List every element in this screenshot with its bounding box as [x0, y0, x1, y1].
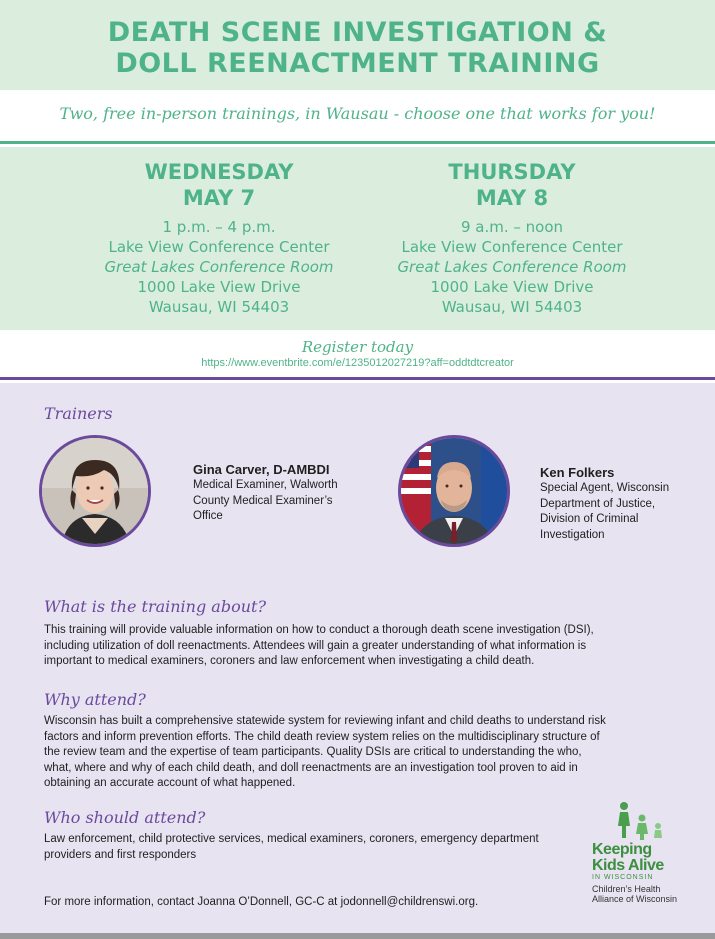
tagline-text: Two, free in-person trainings, in Wausau - choose one that works for you!	[59, 104, 656, 123]
session-date: MAY 7	[182, 186, 256, 210]
logo-org-line-1: Children’s Health	[592, 884, 661, 894]
contact-text: For more information, contact Joanna O’Donnell, GC-C at jodonnell@childrenswi.org.	[44, 896, 479, 908]
trainers-heading: Trainers	[44, 404, 113, 423]
title-line-2: DOLL REENACTMENT TRAINING	[115, 48, 600, 79]
keeping-kids-alive-logo	[588, 800, 698, 915]
logo-line-1: Keeping	[592, 841, 652, 858]
about-text	[44, 623, 594, 670]
session-city: Wausau, WI 54403	[148, 298, 290, 316]
session-wednesday	[69, 159, 369, 317]
who-heading: Who should attend?	[44, 808, 206, 827]
session-thursday	[362, 159, 662, 317]
footer-bar	[0, 933, 715, 939]
sessions-panel	[0, 147, 715, 330]
trainer-title-line: Investigation	[540, 528, 605, 541]
who-line: Law enforcement, child protective services, medical examiners, coroners, emergency department	[44, 833, 539, 845]
why-line: obtaining an accurate account of what happened.	[44, 777, 296, 789]
session-day: THURSDAY	[448, 160, 576, 184]
trainer-photo-gina	[39, 435, 151, 547]
trainer-ken	[540, 465, 669, 543]
trainer-title-line: County Medical Examiner’s	[193, 494, 333, 507]
portrait-man-image	[401, 438, 507, 544]
who-text	[44, 832, 539, 863]
session-venue: Lake View Conference Center	[108, 238, 330, 256]
trainer-title-line: Division of Criminal	[540, 513, 639, 525]
title-line-1: DEATH SCENE INVESTIGATION &	[107, 17, 608, 48]
about-heading: What is the training about?	[44, 597, 267, 616]
tagline-bar	[0, 90, 715, 144]
session-room: Great Lakes Conference Room	[397, 258, 627, 276]
session-room: Great Lakes Conference Room	[104, 258, 334, 276]
why-text	[44, 714, 606, 792]
trainer-name: Gina Carver, D-AMBDI	[193, 462, 330, 477]
register-bar	[0, 330, 715, 380]
who-line: providers and first responders	[44, 848, 197, 861]
why-line: the review team and the expertise of team participants. Quality DSIs are critical to understanding the who,	[44, 746, 582, 758]
about-line: including utilization of doll reenactments. Attendees will gain a greater understanding of what information is	[44, 639, 587, 652]
trainer-title-line: Medical Examiner, Walworth	[193, 479, 338, 491]
page-title	[0, 17, 715, 79]
session-time: 1 p.m. – 4 p.m.	[162, 218, 276, 236]
why-line: Wisconsin has built a comprehensive statewide system for reviewing infant and child deaths to understand risk	[44, 715, 606, 727]
why-line: what, where and why of each child death, and doll reenactments are an investigation tool proven to aid in	[44, 761, 578, 774]
session-venue: Lake View Conference Center	[401, 238, 623, 256]
session-city: Wausau, WI 54403	[441, 298, 583, 316]
about-line: important to medical examiners, coroners and law enforcement when investigating a child death.	[44, 655, 535, 667]
trainer-title-line: Department of Justice,	[540, 497, 656, 510]
trainer-title-line: Special Agent, Wisconsin	[540, 482, 670, 494]
logo-org-line-2: Alliance of Wisconsin	[592, 894, 678, 904]
session-time: 9 a.m. – noon	[460, 218, 564, 236]
trainer-name: Ken Folkers	[540, 465, 615, 480]
family-figures-icon	[602, 800, 672, 840]
about-line: This training will provide valuable information on how to conduct a thorough death scene investigation (DSI),	[44, 624, 594, 636]
session-date: MAY 8	[475, 186, 549, 210]
session-street: 1000 Lake View Drive	[137, 278, 301, 296]
trainer-gina	[193, 462, 338, 525]
register-title: Register today	[301, 338, 414, 356]
register-link[interactable]: https://www.eventbrite.com/e/1235012027219?aff=oddtdtcreator	[201, 357, 514, 369]
header-banner	[0, 0, 715, 90]
why-line: factors and inform prevention efforts. The child death review system relies on the multidisciplinary structure of	[44, 730, 600, 743]
logo-line-3: IN WISCONSIN	[592, 874, 654, 881]
trainer-title-line: Office	[193, 510, 223, 522]
session-day: WEDNESDAY	[144, 160, 294, 184]
logo-line-2: Kids Alive	[592, 857, 664, 874]
session-street: 1000 Lake View Drive	[430, 278, 594, 296]
portrait-woman-image	[42, 438, 148, 544]
trainer-photo-ken	[398, 435, 510, 547]
why-heading: Why attend?	[44, 690, 146, 709]
